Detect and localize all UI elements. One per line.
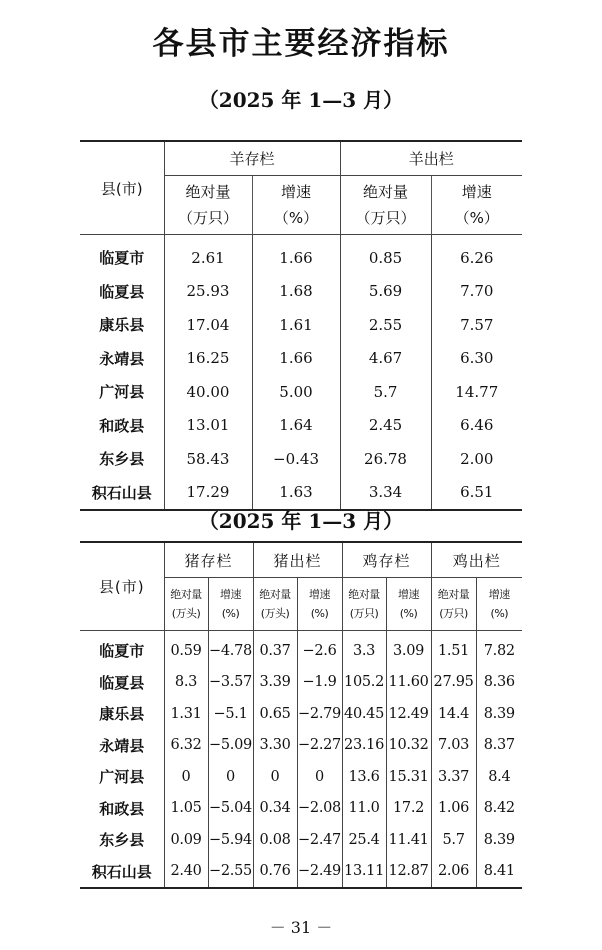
- value-cell: 6.46: [431, 409, 522, 443]
- value-cell: 5.69: [340, 275, 431, 309]
- value-cell: 0: [253, 761, 297, 793]
- livestock-table-row: [80, 730, 522, 762]
- value-cell: 17.29: [164, 476, 252, 511]
- value-cell: 5.7: [340, 375, 431, 409]
- subheader-sheep-stock-growth: 增速 （%）: [252, 176, 340, 235]
- county-name: 和政县: [99, 416, 145, 435]
- value-cell: 6.30: [431, 342, 522, 376]
- livestock-subheader: 增速 (%): [386, 578, 431, 631]
- livestock-subheader: 增速 (%): [476, 578, 522, 631]
- livestock-subheader: 增速 (%): [208, 578, 253, 631]
- county-name: 临夏县: [99, 282, 145, 301]
- value-cell: 1.06: [431, 793, 476, 825]
- value-cell: 16.25: [164, 342, 252, 376]
- value-cell: 0.08: [253, 824, 297, 856]
- sheep-table-row: [80, 375, 522, 409]
- value-cell: −5.94: [208, 824, 253, 856]
- county-name: 永靖县: [99, 349, 145, 368]
- value-cell: 0.34: [253, 793, 297, 825]
- value-cell: 0: [208, 761, 253, 793]
- livestock-table-row: [80, 793, 522, 825]
- value-cell: −2.27: [297, 730, 342, 762]
- county-name: 临夏市: [99, 642, 145, 661]
- group-header-pig-stock: 猪存栏: [164, 542, 253, 578]
- value-cell: 1.63: [252, 476, 340, 511]
- value-cell: 40.00: [164, 375, 252, 409]
- county-name: 和政县: [99, 799, 145, 818]
- value-cell: 40.45: [342, 698, 386, 730]
- value-cell: 3.39: [253, 667, 297, 699]
- livestock-table-row: [80, 698, 522, 730]
- county-name: 积石山县: [91, 483, 152, 502]
- value-cell: 8.3: [164, 667, 208, 699]
- value-cell: −2.49: [297, 856, 342, 889]
- value-cell: −3.57: [208, 667, 253, 699]
- value-cell: 3.3: [342, 631, 386, 667]
- county-name: 康乐县: [99, 316, 145, 335]
- sheep-indicators-table: [80, 140, 522, 511]
- livestock-table-row: [80, 631, 522, 667]
- group-header-chicken-stock: 鸡存栏: [342, 542, 431, 578]
- value-cell: 17.2: [386, 793, 431, 825]
- livestock-table-row: [80, 824, 522, 856]
- value-cell: 1.05: [164, 793, 208, 825]
- value-cell: 1.66: [252, 235, 340, 275]
- county-name: 永靖县: [99, 736, 145, 755]
- value-cell: 2.40: [164, 856, 208, 889]
- value-cell: 17.04: [164, 308, 252, 342]
- value-cell: 3.34: [340, 476, 431, 511]
- value-cell: 7.03: [431, 730, 476, 762]
- value-cell: 2.45: [340, 409, 431, 443]
- livestock-table-row: [80, 856, 522, 889]
- value-cell: −5.1: [208, 698, 253, 730]
- value-cell: −2.47: [297, 824, 342, 856]
- value-cell: 11.41: [386, 824, 431, 856]
- livestock-subheader: 绝对量 (万只): [431, 578, 476, 631]
- value-cell: 12.49: [386, 698, 431, 730]
- county-name: 积石山县: [91, 862, 152, 881]
- value-cell: 14.77: [431, 375, 522, 409]
- value-cell: 1.68: [252, 275, 340, 309]
- value-cell: 13.01: [164, 409, 252, 443]
- sheep-table-row: [80, 235, 522, 275]
- value-cell: 26.78: [340, 442, 431, 476]
- value-cell: 2.00: [431, 442, 522, 476]
- value-cell: −1.9: [297, 667, 342, 699]
- value-cell: 1.66: [252, 342, 340, 376]
- value-cell: 1.64: [252, 409, 340, 443]
- value-cell: 14.4: [431, 698, 476, 730]
- value-cell: 11.60: [386, 667, 431, 699]
- value-cell: 5.7: [431, 824, 476, 856]
- sheep-table-row: [80, 308, 522, 342]
- value-cell: −5.09: [208, 730, 253, 762]
- livestock-indicators-table: [80, 541, 522, 889]
- group-header-pig-slaughter: 猪出栏: [253, 542, 342, 578]
- value-cell: 2.61: [164, 235, 252, 275]
- value-cell: 27.95: [431, 667, 476, 699]
- value-cell: 7.70: [431, 275, 522, 309]
- value-cell: 13.11: [342, 856, 386, 889]
- value-cell: 1.51: [431, 631, 476, 667]
- county-column-header: 县(市): [80, 141, 164, 235]
- value-cell: 25.4: [342, 824, 386, 856]
- value-cell: 1.31: [164, 698, 208, 730]
- value-cell: 7.57: [431, 308, 522, 342]
- value-cell: 8.41: [476, 856, 522, 889]
- county-column-header: 县(市): [80, 542, 164, 631]
- group-header-sheep-slaughter: 羊出栏: [340, 141, 522, 176]
- value-cell: 3.09: [386, 631, 431, 667]
- value-cell: 13.6: [342, 761, 386, 793]
- value-cell: 105.2: [342, 667, 386, 699]
- value-cell: 0.65: [253, 698, 297, 730]
- county-name: 临夏市: [99, 249, 145, 268]
- value-cell: 12.87: [386, 856, 431, 889]
- value-cell: 5.00: [252, 375, 340, 409]
- sheep-table-row: [80, 442, 522, 476]
- subheader-sheep-slaughter-amount: 绝对量 （万只）: [340, 176, 431, 235]
- value-cell: 2.06: [431, 856, 476, 889]
- value-cell: 7.82: [476, 631, 522, 667]
- value-cell: −2.6: [297, 631, 342, 667]
- subheader-sheep-slaughter-growth: 增速 （%）: [431, 176, 522, 235]
- value-cell: 0: [164, 761, 208, 793]
- livestock-subheader: 绝对量 (万头): [253, 578, 297, 631]
- table1-period: （2025 年 1—3 月）: [198, 88, 404, 112]
- value-cell: 1.61: [252, 308, 340, 342]
- livestock-table-row: [80, 667, 522, 699]
- value-cell: −4.78: [208, 631, 253, 667]
- value-cell: 0.76: [253, 856, 297, 889]
- sheep-table-row: [80, 275, 522, 309]
- value-cell: 4.67: [340, 342, 431, 376]
- value-cell: −5.04: [208, 793, 253, 825]
- value-cell: 11.0: [342, 793, 386, 825]
- group-header-sheep-stock: 羊存栏: [164, 141, 340, 176]
- livestock-subheader: 绝对量 (万头): [164, 578, 208, 631]
- value-cell: 58.43: [164, 442, 252, 476]
- group-header-chicken-slaughter: 鸡出栏: [431, 542, 522, 578]
- value-cell: 10.32: [386, 730, 431, 762]
- value-cell: −2.55: [208, 856, 253, 889]
- value-cell: 2.55: [340, 308, 431, 342]
- value-cell: 0.09: [164, 824, 208, 856]
- value-cell: 8.42: [476, 793, 522, 825]
- value-cell: 3.30: [253, 730, 297, 762]
- value-cell: 8.37: [476, 730, 522, 762]
- value-cell: 3.37: [431, 761, 476, 793]
- value-cell: 23.16: [342, 730, 386, 762]
- county-name: 东乡县: [99, 831, 145, 850]
- livestock-subheader: 增速 (%): [297, 578, 342, 631]
- value-cell: 8.36: [476, 667, 522, 699]
- table2-period: （2025 年 1—3 月）: [198, 509, 404, 533]
- page-number: － 31 －: [269, 918, 333, 937]
- county-name: 临夏县: [99, 673, 145, 692]
- value-cell: 8.39: [476, 698, 522, 730]
- value-cell: 8.4: [476, 761, 522, 793]
- value-cell: 6.26: [431, 235, 522, 275]
- county-name: 广河县: [99, 768, 145, 787]
- sheep-table-row: [80, 409, 522, 443]
- value-cell: 6.32: [164, 730, 208, 762]
- value-cell: 0.37: [253, 631, 297, 667]
- value-cell: −2.08: [297, 793, 342, 825]
- value-cell: 0.85: [340, 235, 431, 275]
- value-cell: 0.59: [164, 631, 208, 667]
- value-cell: 8.39: [476, 824, 522, 856]
- value-cell: 15.31: [386, 761, 431, 793]
- county-name: 东乡县: [99, 450, 145, 469]
- livestock-table-row: [80, 761, 522, 793]
- county-name: 康乐县: [99, 705, 145, 724]
- county-name: 广河县: [99, 383, 145, 402]
- sheep-table-row: [80, 342, 522, 376]
- value-cell: 6.51: [431, 476, 522, 511]
- value-cell: −0.43: [252, 442, 340, 476]
- subheader-sheep-stock-amount: 绝对量 （万只）: [164, 176, 252, 235]
- livestock-subheader: 绝对量 (万只): [342, 578, 386, 631]
- value-cell: 0: [297, 761, 342, 793]
- page-title: 各县市主要经济指标: [152, 26, 450, 62]
- value-cell: 25.93: [164, 275, 252, 309]
- value-cell: −2.79: [297, 698, 342, 730]
